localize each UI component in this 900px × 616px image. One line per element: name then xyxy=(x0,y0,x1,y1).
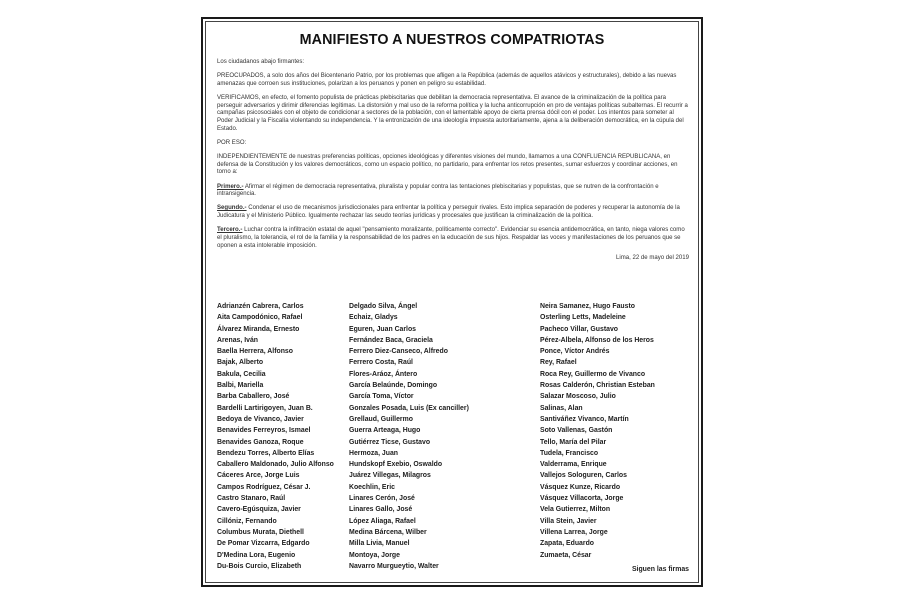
signatory: Juárez Villegas, Milagros xyxy=(349,472,431,480)
signatory: Campos Rodríguez, César J. xyxy=(217,483,311,491)
more-signatures-note: Siguen las firmas xyxy=(631,566,689,573)
signatory: Valderrama, Enrique xyxy=(540,461,607,469)
independientemente-paragraph: INDEPENDIENTEMENTE de nuestras preferencias políticas, opciones ideológicas y diferentes visiones del mundo, llamamos a una CONFLUENCIA REPUBLICANA, en defensa de la Constitución y los valores democráticos, como un espacio político, no partidario, para enfrentar los retos presentes, sumar esfuerzos y coordinar acciones, en torno a: xyxy=(217,154,678,176)
signatory: Vallejos Sologuren, Carlos xyxy=(540,472,627,480)
signatory: Du-Bois Curcio, Elizabeth xyxy=(217,562,302,570)
signatory: Linares Gallo, José xyxy=(349,506,413,514)
signatory: Milla Livia, Manuel xyxy=(349,540,410,548)
signatory: Balbi, Mariella xyxy=(217,382,264,390)
manifesto-ad-frame xyxy=(201,17,703,587)
signatory: Bardelli Lartirigoyen, Juan B. xyxy=(217,404,313,412)
signatory: Roca Rey, Guillermo de Vivanco xyxy=(540,370,646,378)
signatory: Cillóniz, Fernando xyxy=(217,517,277,525)
signatory: Bedoya de Vivanco, Javier xyxy=(217,415,304,423)
signatory: Benavides Ferreyros, Ismael xyxy=(217,427,311,435)
date-line: Lima, 22 de mayo del 2019 xyxy=(616,254,689,261)
signatory: Villena Larrea, Jorge xyxy=(540,528,608,536)
signatory: Salinas, Alan xyxy=(540,404,583,412)
signatory: Rosas Calderón, Christian Esteban xyxy=(540,382,655,390)
signatory: Pérez-Albela, Alfonso de los Heros xyxy=(540,336,654,344)
signatory: De Pomar Vizcarra, Edgardo xyxy=(217,540,310,548)
segundo-label: Segundo.- xyxy=(217,205,247,212)
signatory: Barba Caballero, José xyxy=(217,393,290,401)
signatory: Fernández Baca, Graciela xyxy=(349,336,433,344)
signatory: Álvarez Miranda, Ernesto xyxy=(217,325,300,333)
signatory: Hundskopf Exebio, Oswaldo xyxy=(349,461,443,469)
signatory: Bendezu Torres, Alberto Elías xyxy=(217,449,315,457)
signatory: García Belaúnde, Domingo xyxy=(349,382,438,390)
primero-paragraph xyxy=(217,184,689,199)
signatory: Soto Vallenas, Gastón xyxy=(540,427,613,435)
signatory: Salazar Moscoso, Julio xyxy=(540,393,616,401)
segundo-text: Condenar el uso de mecanismos jurisdiccionales para enfrentar la política y perseguir rivales. Esto implica separación de poderes y recuperar la autonomía de la Judicatura y el Ministerio Público. Igualmente rechazar las seudo teorías jurídicas y procesales que justifican la criminalización de la política. xyxy=(217,205,680,220)
preocupados-paragraph: PREOCUPADOS, a solo dos años del Bicentenario Patrio, por los problemas que afligen a la República (además de aquellos atávicos y estructurales), debido a las nuevas amenazas que corroen sus instituciones, polarizan a los peruanos y ponen en peligro su estabilidad. xyxy=(217,73,677,87)
signatory: Navarro Murgueytio, Walter xyxy=(349,562,439,570)
signatory: García Toma, Víctor xyxy=(349,393,414,401)
signatory: Vásquez Villacorta, Jorge xyxy=(540,495,624,503)
signatory: Guerra Arteaga, Hugo xyxy=(349,427,421,435)
signatory: Zumaeta, César xyxy=(540,551,592,559)
signatory: Cavero-Egúsquiza, Javier xyxy=(217,506,301,514)
signatory: Ponce, Víctor Andrés xyxy=(540,348,610,356)
signatory: Vásquez Kunze, Ricardo xyxy=(540,483,621,491)
primero-label: Primero.- xyxy=(217,183,244,190)
intro-paragraph: Los ciudadanos abajo firmantes: xyxy=(217,59,305,65)
signatory: Gutiérrez Ticse, Gustavo xyxy=(349,438,431,446)
signatory: Aita Campodónico, Rafael xyxy=(217,314,303,322)
signatory: Echaiz, Gladys xyxy=(349,314,398,322)
signatory: Baella Herrera, Alfonso xyxy=(217,348,293,356)
tercero-label: Tercero.- xyxy=(217,227,243,234)
signatory: Grellaud, Guillermo xyxy=(349,415,413,423)
segundo-paragraph xyxy=(217,205,689,220)
signatory: Hermoza, Juan xyxy=(349,449,399,457)
signatory: Zapata, Eduardo xyxy=(540,540,594,548)
primero-text: Afirmar el régimen de democracia representativa, pluralista y popular contra las tentaciones plebiscitarias y populistas, que se nutren de la confrontación e intransigencia. xyxy=(217,183,659,198)
signatory: Benavides Ganoza, Roque xyxy=(217,438,304,446)
tercero-paragraph xyxy=(217,227,689,250)
signatory: Osterling Letts, Madeleine xyxy=(540,314,626,322)
signatory: López Aliaga, Rafael xyxy=(349,517,416,525)
signatory: Villa Stein, Javier xyxy=(540,517,597,525)
document-title: MANIFIESTO A NUESTROS COMPATRIOTAS xyxy=(299,32,605,48)
signatory: Eguren, Juan Carlos xyxy=(349,325,417,333)
signatory: Rey, Rafael xyxy=(540,359,577,367)
signatory: Adrianzén Cabrera, Carlos xyxy=(217,303,304,310)
signatory: Delgado Silva, Ángel xyxy=(349,303,418,310)
signatory: Arenas, Iván xyxy=(217,336,258,344)
signatory: Flores-Aráoz, Ántero xyxy=(349,370,418,378)
manifesto-body xyxy=(217,59,689,269)
signatory: Montoya, Jorge xyxy=(349,551,400,559)
signatory: Pacheco Villar, Gustavo xyxy=(540,325,619,333)
signatory: D'Medina Lora, Eugenio xyxy=(217,551,296,559)
signatory: Castro Stanaro, Raúl xyxy=(217,495,286,503)
por-eso-paragraph: POR ESO: xyxy=(217,139,247,146)
signatories-column-1 xyxy=(217,301,334,572)
signatories-column-3 xyxy=(540,301,655,561)
signatory: Bakula, Cecilia xyxy=(217,370,266,378)
signatory: Santiváñez Vivanco, Martín xyxy=(540,415,629,423)
signatory: Medina Bárcena, Wilber xyxy=(349,528,427,536)
signatory: Tello, María del Pilar xyxy=(540,438,607,446)
signatory: Koechlin, Eric xyxy=(349,483,395,491)
tercero-text: Luchar contra la infiltración estatal de aquel "pensamiento moralizante, políticamente correcto". Evidenciar su esencia antidemocrática, en tanto, niega valores como el pluralismo, la tolerancia, el rol de la familia y la responsabilidad de los padres en la educación de sus hijos. Respaldar las voces y manifestaciones de los peruanos que se oponen a esta intolerable imposición. xyxy=(217,227,685,249)
signatory: Neira Samanez, Hugo Fausto xyxy=(540,303,635,310)
verificamos-paragraph: VERIFICAMOS, en efecto, el fomento populista de prácticas plebiscitarias que debilitan la democracia representativa. El avance de la criminalización de la política para perseguir adversarios y dirimir diferencias legítimas. La distorsión y mal uso de la reforma política y la lucha anticorrupción en pro de ventajas políticas subalternas. El recurrir a campañas psicosociales con el objeto de condicionar a sectores de la población, con el lamentable apoyo de cierta prensa dócil con el poder. Los intentos para someter al Poder Judicial y la Fiscalía violentando su independencia. Y la entronización de una ideología impuesta autoritariamente, ajena a la deliberación democrática, en la cúpula del Estado. xyxy=(217,95,688,132)
signatory: Ferrero Costa, Raúl xyxy=(349,359,413,367)
signatory: Vela Gutierrez, Milton xyxy=(540,506,611,514)
signatory: Caballero Maldonado, Julio Alfonso xyxy=(217,461,334,469)
signatory: Cáceres Arce, Jorge Luis xyxy=(217,472,300,480)
signatory: Ferrero Diez-Canseco, Alfredo xyxy=(349,348,448,356)
signatory: Tudela, Francisco xyxy=(540,449,599,457)
signatory: Columbus Murata, Diethell xyxy=(217,528,304,536)
signatory: Bajak, Alberto xyxy=(217,359,264,367)
signatory: Gonzales Posada, Luis (Ex canciller) xyxy=(349,404,469,412)
signatories-column-2 xyxy=(349,301,469,572)
signatory: Linares Cerón, José xyxy=(349,495,415,503)
